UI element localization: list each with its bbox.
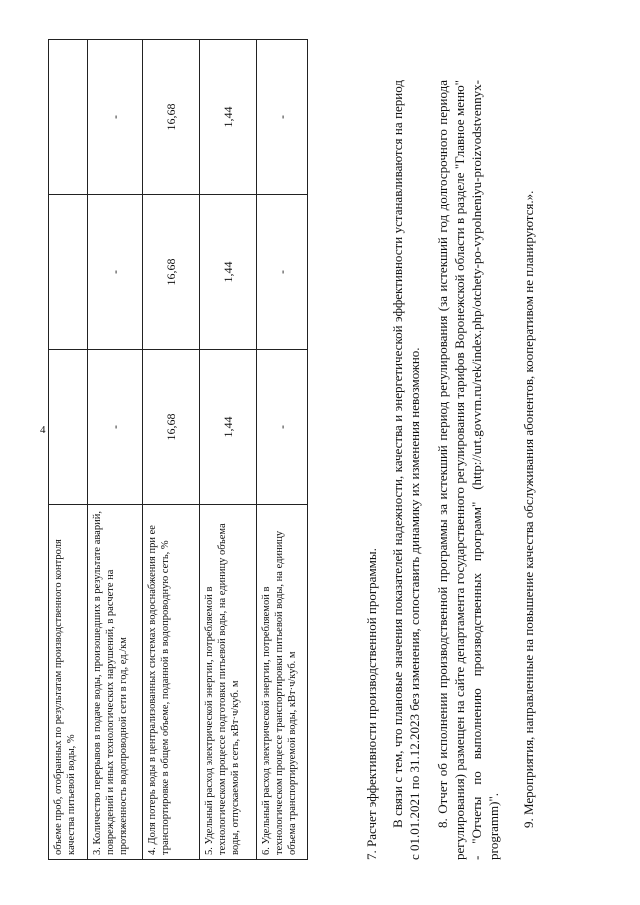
table-row bbox=[143, 40, 200, 860]
indicator-value: - bbox=[88, 350, 143, 505]
table-row bbox=[200, 40, 257, 860]
indicator-value: 1,44 bbox=[200, 40, 257, 195]
indicator-value bbox=[49, 195, 88, 350]
indicator-value: 16,68 bbox=[143, 350, 200, 505]
indicator-label: 4. Доля потерь воды в централизованных системах водоснабжения при ее транспортировке в общем объеме, поданной в водопроводную сеть, % bbox=[143, 505, 200, 860]
table-row bbox=[49, 40, 88, 860]
section-9-paragraph: 9. Мероприятия, направленные на повышение качества обслуживания абонентов, кооперативом не планируются.». bbox=[521, 190, 536, 828]
indicator-value: - bbox=[88, 40, 143, 195]
indicator-label: 5. Удельный расход электрической энергии, потребляемой в технологическом процессе подготовки питьевой воды, на единицу объема воды, отпускаемой в сеть, кВт·ч/куб. м bbox=[200, 505, 257, 860]
indicator-value: - bbox=[257, 40, 308, 195]
indicator-value: - bbox=[257, 350, 308, 505]
indicator-value: - bbox=[257, 195, 308, 350]
indicator-value bbox=[49, 40, 88, 195]
indicators-table bbox=[48, 39, 308, 860]
section-7-heading: 7. Расчет эффективности производственной программы. bbox=[364, 548, 379, 860]
indicator-value: 1,44 bbox=[200, 195, 257, 350]
conclusion-paragraph: В связи с тем, что плановые значения показателей надежности, качества и энергетической эффективности устанавливаются на период с 01.01.2021 по 31.12.2023 без изменения, сопоставить динамику их изменения невозможно. bbox=[390, 80, 422, 860]
indicator-value: 16,68 bbox=[143, 40, 200, 195]
page-number: 4 bbox=[40, 424, 46, 436]
indicator-value: 1,44 bbox=[200, 350, 257, 505]
indicator-value: - bbox=[88, 195, 143, 350]
indicator-value: 16,68 bbox=[143, 195, 200, 350]
indicator-label: объеме проб, отобранных по результатам производственного контроля качества питьевой воды, % bbox=[49, 505, 88, 860]
indicator-label: 6. Удельный расход электрической энергии, потребляемой в технологическом процессе транспортировки питьевой воды, на единицу объема транспортируемой воды, кВт·ч/куб. м bbox=[257, 505, 308, 860]
indicators-table-body bbox=[49, 40, 308, 860]
table-row bbox=[257, 40, 308, 860]
indicator-value bbox=[49, 350, 88, 505]
section-8-paragraph: 8. Отчет об исполнении производственной программы за истекший период регулирования (за истекший год долгосрочного периода регулирования) размещен на сайте департамента государственного регулирования тарифов Воронежской области в разделе "Главное меню" - "Отчеты по выполнению производственных программ" (http://urt.govvrn.ru/rek/index.php/otchety-po-vypolneniyu-proizvodstvennyx-programm)". bbox=[435, 80, 501, 860]
indicator-label: 3. Количество перерывов в подаче воды, произошедших в результате аварий, повреждений и иных технологических нарушений, в расчете на протяженность водопроводной сети в год, ед./км bbox=[88, 505, 143, 860]
table-row bbox=[88, 40, 143, 860]
rotated-page-content bbox=[48, 0, 628, 860]
